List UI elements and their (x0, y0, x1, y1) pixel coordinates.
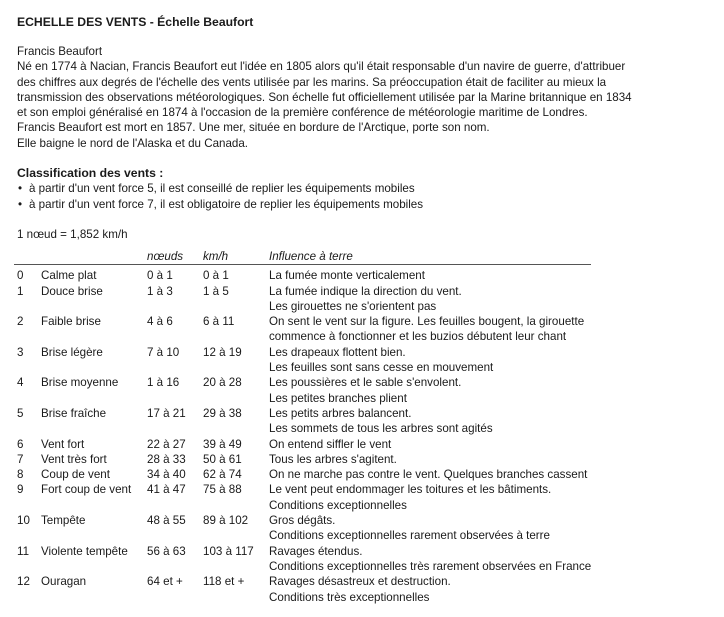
force-cell (14, 421, 41, 436)
name-cell: Calme plat (41, 269, 97, 283)
name-cell: Brise moyenne (41, 376, 119, 390)
force-cell (14, 590, 41, 605)
force-cell: 3 (17, 345, 24, 359)
force-cell: 2 (17, 315, 24, 329)
table-row (14, 345, 591, 360)
kmh-cell: 29 à 38 (203, 406, 242, 420)
kmh-cell: 39 à 49 (203, 437, 242, 451)
name-cell (41, 498, 147, 513)
influence-cell: On entend siffler le vent (269, 437, 392, 451)
table-body (14, 265, 591, 605)
beaufort-table (14, 247, 591, 605)
influence-cell: Gros dégâts. (269, 514, 336, 528)
force-cell (14, 528, 41, 543)
name-cell: Vent fort (41, 437, 85, 451)
table-row (14, 482, 591, 497)
force-cell: 11 (17, 544, 30, 558)
knots-cell: 34 à 40 (147, 468, 186, 482)
kmh-cell: 50 à 61 (203, 452, 242, 466)
name-cell: Violente tempête (41, 544, 128, 558)
influence-cell: Les sommets de tous les arbres sont agités (269, 422, 493, 436)
intro-section (17, 44, 724, 151)
force-cell: 6 (17, 437, 24, 451)
intro-line: des chiffres aux degrés de l'échelle des vents utilisée par les marins. Sa préoccupation était de faciliter au mieux la (17, 75, 607, 89)
header-force (14, 247, 41, 265)
influence-cell: Ravages désastreux et destruction. (269, 575, 451, 589)
kmh-cell: 12 à 19 (203, 345, 242, 359)
influence-cell: Conditions exceptionnelles (269, 498, 407, 512)
header-kmh: km/h (203, 247, 269, 265)
knots-cell (147, 528, 203, 543)
force-cell (14, 498, 41, 513)
force-cell: 7 (17, 452, 24, 466)
knots-cell: 56 à 63 (147, 544, 186, 558)
name-cell: Coup de vent (41, 468, 110, 482)
knots-cell: 1 à 16 (147, 376, 180, 390)
name-cell (41, 559, 147, 574)
table-row (14, 467, 591, 482)
knots-cell: 48 à 55 (147, 514, 186, 528)
table-row (14, 265, 591, 284)
table-row (14, 513, 591, 528)
force-cell: 8 (17, 468, 24, 482)
table-row-continuation (14, 590, 591, 605)
influence-cell: commence à fonctionner et les buzios débutent leur chant (269, 330, 567, 344)
name-cell: Brise fraîche (41, 406, 107, 420)
name-cell (41, 391, 147, 406)
header-knots: nœuds (147, 247, 203, 265)
intro-line: Francis Beaufort est mort en 1857. Une mer, située en bordure de l'Arctique, porte son nom. (17, 121, 490, 135)
influence-cell: On ne marche pas contre le vent. Quelques branches cassent (269, 468, 588, 482)
knots-cell: 64 et + (147, 575, 183, 589)
knots-cell (147, 391, 203, 406)
kmh-cell (203, 590, 269, 605)
name-cell: Vent très fort (41, 452, 107, 466)
classification-item: • à partir d'un vent force 5, il est conseillé de replier les équipements mobiles (17, 181, 724, 196)
influence-cell: Les petites branches plient (269, 391, 407, 405)
name-cell: Tempête (41, 514, 86, 528)
kmh-cell (203, 329, 269, 344)
table-row-continuation (14, 329, 591, 344)
table-row-continuation (14, 391, 591, 406)
table-row (14, 452, 591, 467)
table-row (14, 375, 591, 390)
force-cell (14, 299, 41, 314)
force-cell: 4 (17, 376, 24, 390)
table-row (14, 437, 591, 452)
knots-cell: 41 à 47 (147, 483, 186, 497)
name-cell: Ouragan (41, 575, 87, 589)
knots-cell: 7 à 10 (147, 345, 180, 359)
kmh-cell: 62 à 74 (203, 468, 242, 482)
force-cell: 9 (17, 483, 24, 497)
conversion-note: 1 nœud = 1,852 km/h (17, 227, 128, 241)
knots-cell: 22 à 27 (147, 437, 186, 451)
kmh-cell: 0 à 1 (203, 269, 229, 283)
influence-cell: Les feuilles sont sans cesse en mouvement (269, 361, 494, 375)
knots-cell (147, 421, 203, 436)
force-cell: 12 (17, 575, 30, 589)
force-cell (14, 559, 41, 574)
kmh-cell: 20 à 28 (203, 376, 242, 390)
name-cell (41, 329, 147, 344)
influence-cell: Conditions exceptionnelles très rarement observées en France (269, 559, 592, 573)
influence-cell: Les poussières et le sable s'envolent. (269, 376, 462, 390)
intro-line: et son emploi généralisé en 1874 à l'occasion de la première conférence de météorologie maritime de Londres. (17, 106, 588, 120)
intro-line: Né en 1774 à Nacian, Francis Beaufort eut l'idée en 1805 alors qu'il était responsable d'un navire de guerre, d'attribuer (17, 60, 626, 74)
table-row (14, 544, 591, 559)
table-row (14, 406, 591, 421)
table-row-continuation (14, 559, 591, 574)
force-cell: 1 (17, 284, 24, 298)
intro-line: transmission des observations météorologiques. Son échelle fut officiellement utilisée par la Marine britannique en 1834 (17, 90, 632, 104)
influence-cell: On sent le vent sur la figure. Les feuilles bougent, la girouette (269, 315, 585, 329)
influence-cell: La fumée monte verticalement (269, 269, 425, 283)
kmh-cell: 75 à 88 (203, 483, 242, 497)
table-row (14, 284, 591, 299)
classification-list (17, 181, 724, 212)
knots-cell: 17 à 21 (147, 406, 186, 420)
kmh-cell (203, 391, 269, 406)
classification-heading: Classification des vents : (17, 166, 164, 181)
table-row-continuation (14, 421, 591, 436)
intro-line: Francis Beaufort (17, 45, 103, 58)
influence-cell: Conditions très exceptionnelles (269, 590, 430, 604)
kmh-cell: 89 à 102 (203, 514, 249, 528)
force-cell (14, 329, 41, 344)
kmh-cell (203, 528, 269, 543)
influence-cell: Conditions exceptionnelles rarement observées à terre (269, 529, 550, 543)
force-cell (14, 391, 41, 406)
knots-cell (147, 559, 203, 574)
force-cell: 5 (17, 406, 24, 420)
kmh-cell: 1 à 5 (203, 284, 229, 298)
name-cell (41, 528, 147, 543)
knots-cell (147, 299, 203, 314)
kmh-cell: 6 à 11 (203, 315, 235, 329)
table-row-continuation (14, 528, 591, 543)
header-name (41, 247, 147, 265)
name-cell (41, 421, 147, 436)
force-cell: 10 (17, 514, 30, 528)
knots-cell: 28 à 33 (147, 452, 186, 466)
influence-cell: Ravages étendus. (269, 544, 363, 558)
force-cell (14, 360, 41, 375)
knots-cell (147, 590, 203, 605)
name-cell: Faible brise (41, 315, 101, 329)
knots-cell (147, 360, 203, 375)
table-row-continuation (14, 498, 591, 513)
knots-cell: 0 à 1 (147, 269, 173, 283)
influence-cell: Les petits arbres balancent. (269, 406, 412, 420)
knots-cell (147, 329, 203, 344)
name-cell (41, 299, 147, 314)
kmh-cell (203, 299, 269, 314)
intro-line: Elle baigne le nord de l'Alaska et du Canada. (17, 136, 249, 150)
header-influence: Influence à terre (269, 247, 591, 265)
force-cell: 0 (17, 269, 24, 283)
knots-cell: 4 à 6 (147, 315, 173, 329)
kmh-cell: 118 et + (203, 575, 245, 589)
table-header-row (14, 247, 591, 265)
name-cell: Brise légère (41, 345, 103, 359)
influence-cell: Le vent peut endommager les toitures et les bâtiments. (269, 483, 552, 497)
table-row (14, 574, 591, 589)
name-cell (41, 590, 147, 605)
table-row (14, 314, 591, 329)
influence-cell: La fumée indique la direction du vent. (269, 284, 462, 298)
name-cell (41, 360, 147, 375)
name-cell: Douce brise (41, 284, 103, 298)
influence-cell: Les girouettes ne s'orientent pas (269, 299, 437, 313)
table-row-continuation (14, 360, 591, 375)
influence-cell: Les drapeaux flottent bien. (269, 345, 406, 359)
kmh-cell (203, 421, 269, 436)
kmh-cell (203, 498, 269, 513)
classification-item: • à partir d'un vent force 7, il est obligatoire de replier les équipements mobiles (17, 197, 724, 212)
kmh-cell: 103 à 117 (203, 544, 254, 558)
page-title: ECHELLE DES VENTS - Échelle Beaufort (17, 15, 254, 29)
table-row-continuation (14, 299, 591, 314)
influence-cell: Tous les arbres s'agitent. (269, 452, 397, 466)
kmh-cell (203, 559, 269, 574)
kmh-cell (203, 360, 269, 375)
knots-cell: 1 à 3 (147, 284, 173, 298)
name-cell: Fort coup de vent (41, 483, 132, 497)
knots-cell (147, 498, 203, 513)
